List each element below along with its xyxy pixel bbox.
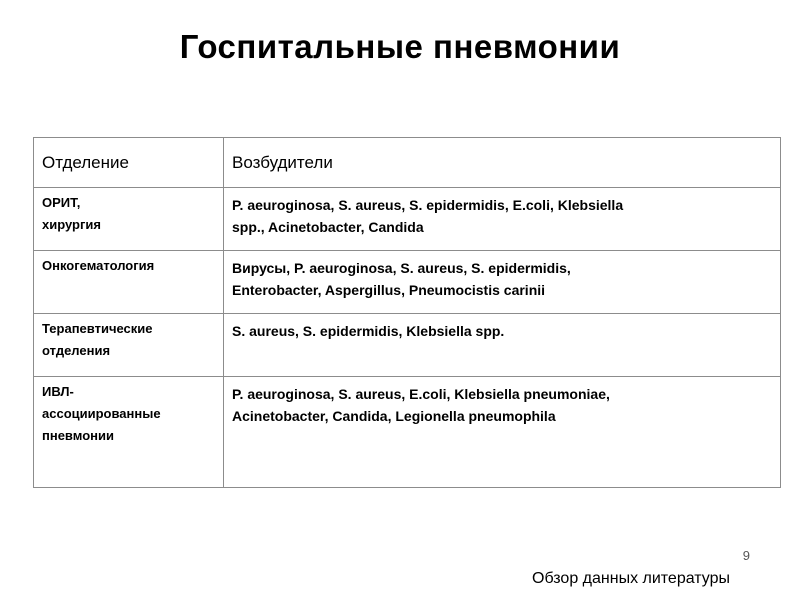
department-cell: ИВЛ- ассоциированные пневмонии (34, 377, 224, 488)
pathogens-table (33, 137, 781, 488)
footer-note: Обзор данных литературы (532, 570, 730, 587)
pathogens-cell: S. aureus, S. epidermidis, Klebsiella spp. (224, 314, 781, 377)
page-number: 9 (742, 548, 750, 563)
pathogens-cell: Вирусы, P. aeuroginosa, S. aureus, S. epidermidis, Enterobacter, Aspergillus, Pneumocistis carinii (224, 251, 781, 314)
header-pathogens: Возбудители (224, 138, 781, 188)
pathogens-cell: P. aeuroginosa, S. aureus, S. epidermidis, E.coli, Klebsiella spp., Acinetobacter, Candida (224, 188, 781, 251)
department-cell: Терапевтические отделения (34, 314, 224, 377)
table-row (34, 251, 781, 314)
table-row (34, 377, 781, 488)
slide-title: Госпитальные пневмонии (179, 28, 621, 65)
department-cell: ОРИТ, хирургия (34, 188, 224, 251)
table-header-row (34, 138, 781, 188)
pathogens-cell: P. aeuroginosa, S. aureus, E.coli, Klebsiella pneumoniae, Acinetobacter, Candida, Legionella pneumophila (224, 377, 781, 488)
table-row (34, 188, 781, 251)
table-row (34, 314, 781, 377)
department-cell: Онкогематология (34, 251, 224, 314)
header-department: Отделение (34, 138, 224, 188)
